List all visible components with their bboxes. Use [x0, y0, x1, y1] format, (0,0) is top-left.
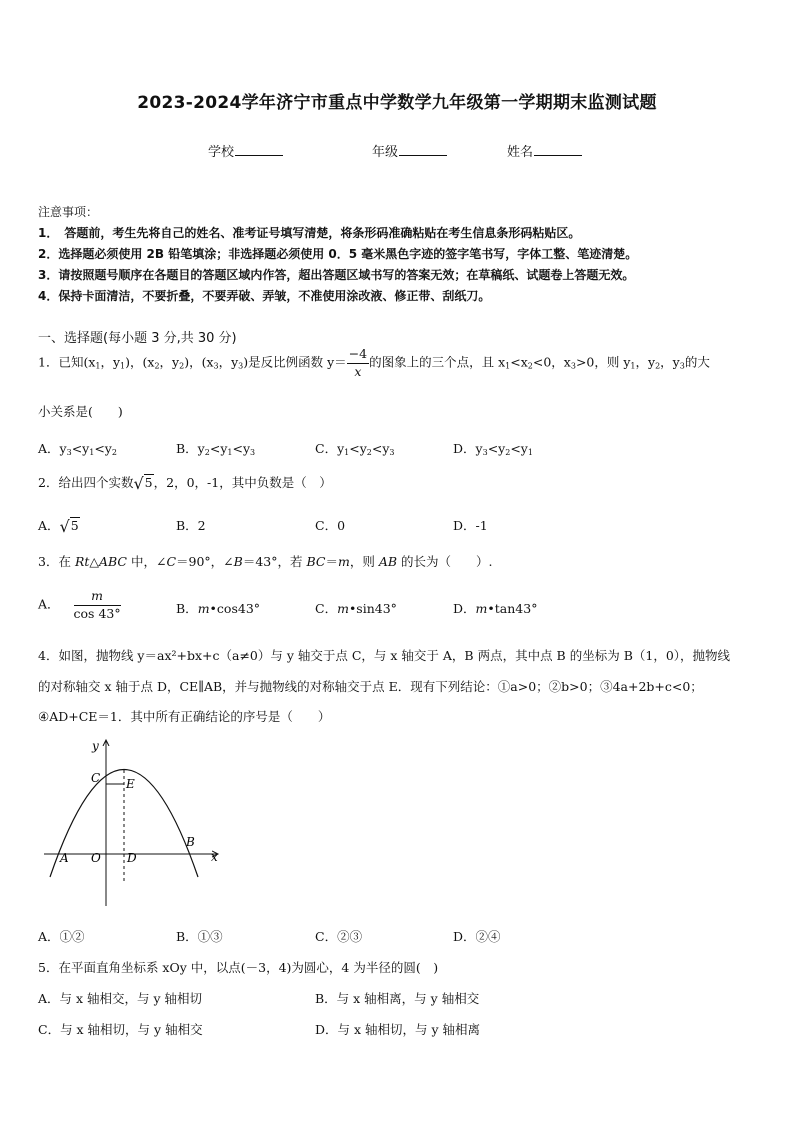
grade-label: 年级	[372, 145, 399, 160]
grade-blank	[399, 143, 447, 156]
option-a[interactable]: A．√5	[38, 517, 79, 536]
name-blank	[534, 143, 582, 156]
option-b[interactable]: B．2	[176, 518, 206, 533]
label-d: D	[127, 851, 137, 865]
fraction: $\frac{-4}{x}$	[348, 346, 368, 379]
label-b: B	[186, 835, 195, 849]
question-2: 2．给出四个实数√5，2，0，-1，其中负数是（ ）	[38, 474, 332, 493]
question-4-line1: 4．如图，抛物线 y＝ax²+bx+c（a≠0）与 y 轴交于点 C，与 x 轴交于 A，B 两点，其中点 B 的坐标为 B（1，0），抛物线	[38, 648, 731, 663]
notice-item: 2．选择题必须使用 2B 铅笔填涂；非选择题必须使用 0．5 毫米黑色字迹的签字笔书写，字体工整、笔迹清楚。	[38, 247, 638, 261]
page-title: 2023-2024学年济宁市重点中学数学九年级第一学期期末监测试题	[137, 93, 657, 113]
option-d[interactable]: D．②④	[453, 929, 501, 944]
question-1: 1．已知($x_1$，$y_1$)，($x_2$，$y_2$)，($x_3$，$y_3$)是反比例函数 y＝ $\frac{-4}{x}$ 的图象上的三个点，且 $x_1<x_2<0$，$x_3>0$，则 $y_1$，$y_2$，$y_3$的大	[38, 346, 710, 379]
grade-field	[372, 141, 447, 160]
question-1-line2: 小关系是( )	[38, 404, 123, 419]
label-o: O	[91, 851, 101, 865]
label-e: E	[126, 777, 135, 791]
school-label: 学校	[208, 145, 235, 160]
option-c[interactable]: C．0	[315, 518, 346, 533]
option-a[interactable]: A．①②	[38, 929, 85, 944]
name-label: 姓名	[507, 145, 534, 160]
option-b[interactable]: B．①③	[176, 929, 223, 944]
option-a[interactable]: A． $\frac{m}{\cos 43^\circ}$	[38, 588, 121, 621]
question-4-line3: ④AD+CE＝1．其中所有正确结论的序号是（ ）	[38, 709, 331, 724]
label-c: C	[91, 771, 101, 785]
option-a[interactable]: A．$y_3<y_1<y_2$	[38, 441, 117, 457]
option-c[interactable]: C．与 x 轴相切，与 y 轴相交	[38, 1022, 203, 1037]
option-c[interactable]: C．m•sin43°	[315, 601, 397, 616]
notice-heading: 注意事项：	[38, 205, 99, 219]
label-x: x	[211, 850, 218, 864]
school-field	[208, 141, 283, 160]
option-b[interactable]: B．m•cos43°	[176, 601, 261, 616]
option-a[interactable]: A．与 x 轴相交，与 y 轴相切	[38, 991, 203, 1006]
label-y: y	[92, 739, 99, 753]
option-d[interactable]: D．$y_3<y_2<y_1$	[453, 441, 533, 457]
notice-item: 4．保持卡面清洁，不要折叠，不要弄破、弄皱，不准使用涂改液、修正带、刮纸刀。	[38, 289, 491, 303]
option-b[interactable]: B．$y_2<y_1<y_3$	[176, 441, 256, 457]
section-heading: 一、选择题(每小题 3 分,共 30 分)	[38, 331, 237, 346]
option-b[interactable]: B．与 x 轴相离，与 y 轴相交	[315, 991, 480, 1006]
school-blank	[235, 143, 283, 156]
sqrt: √5	[133, 474, 153, 493]
parabola-figure	[38, 734, 228, 912]
question-4-line2: 的对称轴交 x 轴于点 D，CE∥AB，并与抛物线的对称轴交于点 E．现有下列结论：①a>0；②b>0；③4a+2b+c<0；	[38, 679, 703, 694]
option-d[interactable]: D．与 x 轴相切，与 y 轴相离	[315, 1022, 481, 1037]
label-a: A	[60, 851, 69, 865]
notice-item: 3．请按照题号顺序在各题目的答题区域内作答，超出答题区域书写的答案无效；在草稿纸、试题卷上答题无效。	[38, 268, 635, 282]
name-field	[507, 141, 582, 160]
notice-item: 1． 答题前，考生先将自己的姓名、准考证号填写清楚，将条形码准确粘贴在考生信息条形码粘贴区。	[38, 226, 581, 240]
option-d[interactable]: D．m•tan43°	[453, 601, 538, 616]
option-c[interactable]: C．②③	[315, 929, 363, 944]
question-3: 3．在 Rt△ABC 中，∠C＝90°，∠B＝43°，若 BC＝m，则 AB 的长为（ ）.	[38, 554, 493, 569]
option-d[interactable]: D．-1	[453, 518, 488, 533]
question-5: 5．在平面直角坐标系 xOy 中，以点(－3，4)为圆心，4 为半径的圆( )	[38, 960, 439, 975]
option-c[interactable]: C．$y_1<y_2<y_3$	[315, 441, 395, 457]
